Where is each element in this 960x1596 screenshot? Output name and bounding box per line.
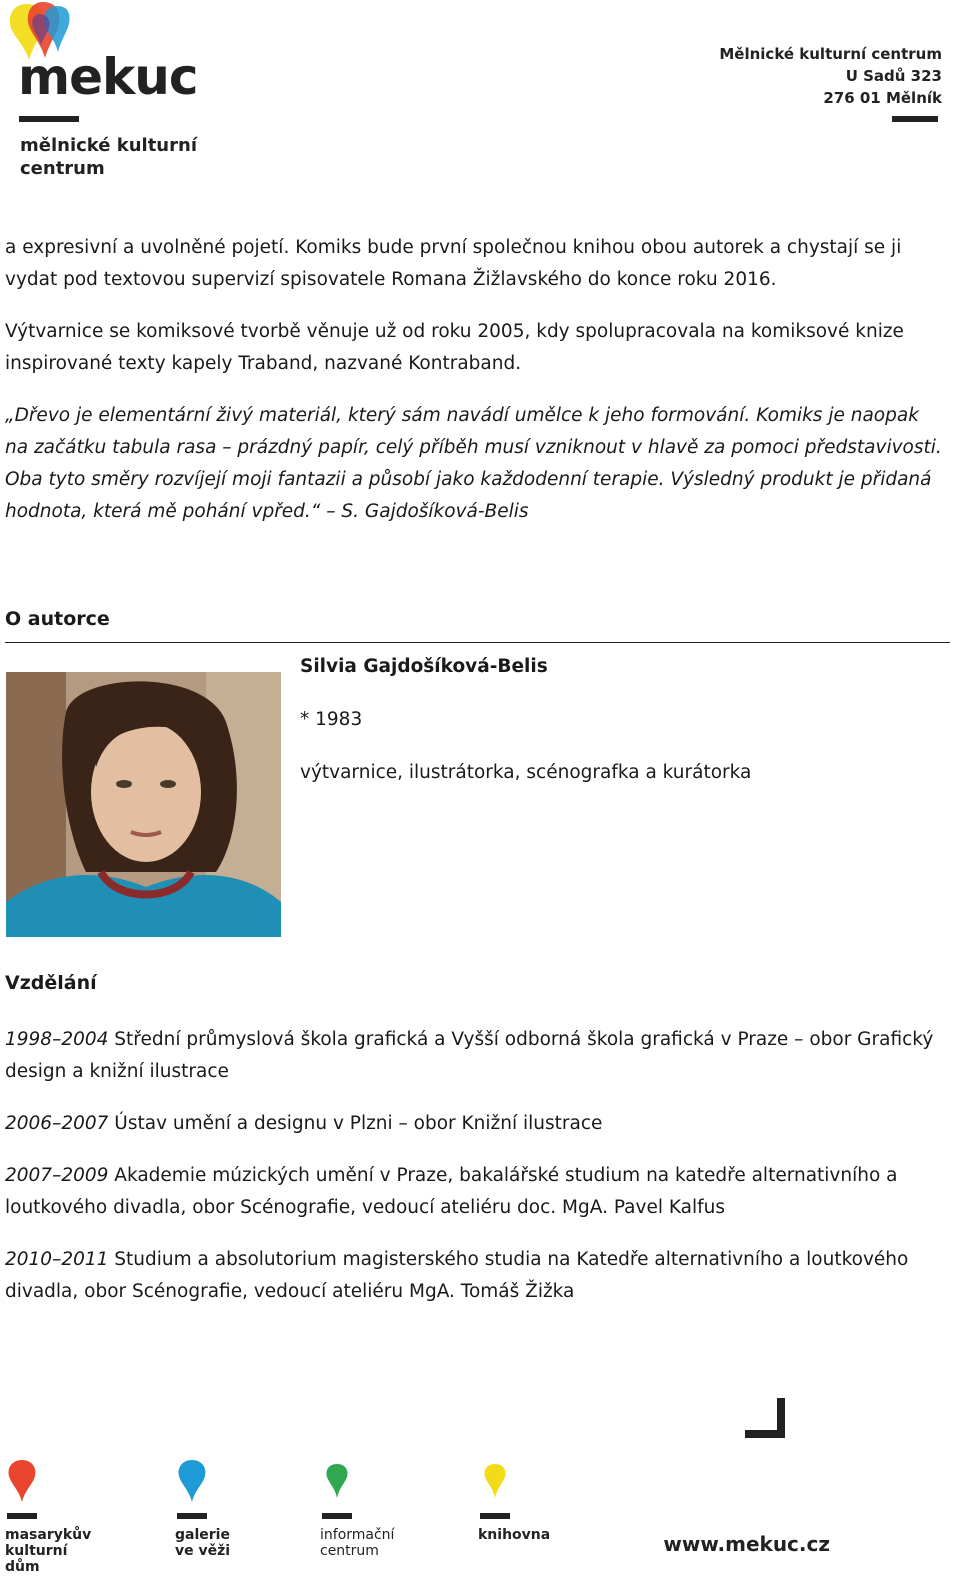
education-years: 1998–2004 xyxy=(5,1029,109,1050)
footer-label: masarykův kulturní dům xyxy=(5,1527,92,1575)
address-block xyxy=(719,43,942,109)
footer-item-galerie[interactable] xyxy=(175,1458,285,1559)
corner-mark-icon xyxy=(745,1398,790,1443)
red-pin-icon xyxy=(5,1458,39,1504)
footer-item-knihovna[interactable] xyxy=(478,1458,588,1543)
logo-subtitle: mělnické kulturní centrum xyxy=(20,135,197,179)
address-bar xyxy=(892,116,938,122)
website-link[interactable]: www.mekuc.cz xyxy=(663,1532,830,1556)
education-years: 2010–2011 xyxy=(5,1249,109,1270)
author-role: výtvarnice, ilustrátorka, scénografka a kurátorka xyxy=(300,762,752,783)
footer-bar xyxy=(480,1513,510,1519)
education-years: 2006–2007 xyxy=(5,1113,109,1134)
education-text: Střední průmyslová škola grafická a Vyšší odborná škola grafická v Praze – obor Grafický design a knižní ilustrace xyxy=(5,1029,934,1082)
paragraph: a expresivní a uvolněné pojetí. Komiks bude první společnou knihou obou autorek a chystají se ji vydat pod textovou supervizí spisovatele Romana Žižlavského do konce roku 2016. xyxy=(5,237,902,290)
section-heading-education: Vzdělání xyxy=(5,972,97,994)
portrait-image xyxy=(6,672,281,937)
education-text: Akademie múzických umění v Praze, bakalářské studium na katedře alternativního a loutkového divadla, obor Scénografie, vedoucí ateliéru doc. MgA. Pavel Kalfus xyxy=(5,1165,898,1218)
education-item xyxy=(5,1108,945,1140)
footer-label: knihovna xyxy=(478,1527,551,1543)
footer-bar xyxy=(177,1513,207,1519)
footer-bar xyxy=(7,1513,37,1519)
logo-wordmark: mekuc xyxy=(18,48,198,106)
education-text: Studium a absolutorium magisterského studia na Katedře alternativního a loutkového divadla, obor Scénografie, vedoucí ateliéru MgA. Tomáš Žižka xyxy=(5,1249,909,1302)
divider xyxy=(5,642,950,643)
footer-label: informační centrum xyxy=(320,1527,395,1559)
footer-bar xyxy=(322,1513,352,1519)
address-line: Mělnické kulturní centrum xyxy=(719,45,942,63)
address-line: U Sadů 323 xyxy=(845,67,942,85)
education-text: Ústav umění a designu v Plzni – obor Knižní ilustrace xyxy=(108,1113,603,1134)
author-birth: * 1983 xyxy=(300,709,363,730)
footer-label: galerie ve věži xyxy=(175,1527,231,1559)
education-item xyxy=(5,1244,945,1308)
footer-item-kulturni-dum[interactable] xyxy=(5,1458,115,1575)
green-pin-icon xyxy=(320,1458,354,1504)
paragraph: Výtvarnice se komiksové tvorbě věnuje už od roku 2005, kdy spolupracovala na komiksové knize inspirované texty kapely Traband, nazvané Kontraband. xyxy=(5,321,904,374)
author-photo xyxy=(6,672,281,937)
education-years: 2007–2009 xyxy=(5,1165,109,1186)
author-name: Silvia Gajdošíková-Belis xyxy=(300,656,548,677)
blue-pin-icon xyxy=(175,1458,209,1504)
section-heading-about: O autorce xyxy=(5,608,110,630)
education-item xyxy=(5,1024,945,1088)
yellow-pin-icon xyxy=(478,1458,512,1504)
address-line: 276 01 Mělník xyxy=(823,89,942,107)
footer-item-infocentrum[interactable] xyxy=(320,1458,430,1559)
education-item xyxy=(5,1160,945,1224)
quote: „Dřevo je elementární živý materiál, který sám navádí umělce k jeho formování. Komiks je naopak na začátku tabula rasa – prázdný papír, celý příběh musí vzniknout v hlavě za pomoci představivosti. Oba tyto směry rozvíjejí moji fantazii a působí jako každodenní terapie. Výsledný produkt je přidaná hodnota, která mě pohání vpřed.“ – S. Gajdošíková-Belis xyxy=(5,405,942,522)
